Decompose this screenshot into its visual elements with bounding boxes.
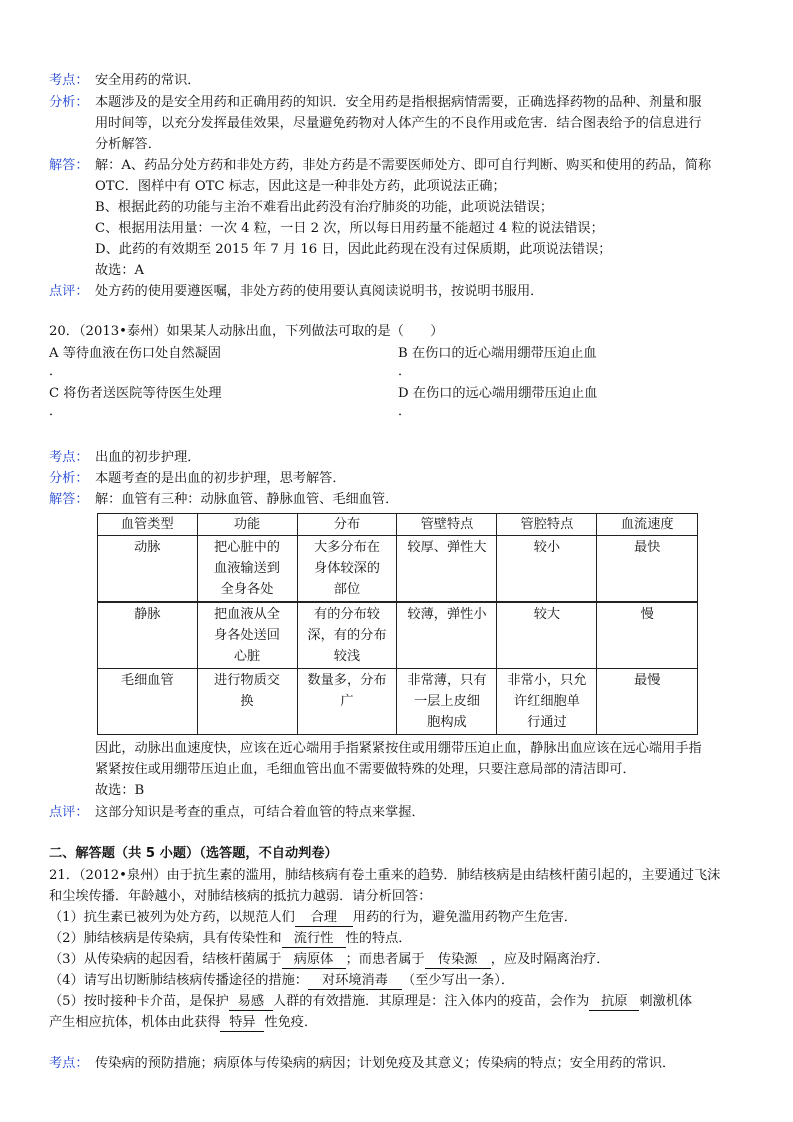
table-header-row — [98, 514, 698, 536]
table-cell: 最慢 — [597, 669, 698, 735]
q21-sub3: （3）从传染病的起因看，结核杆菌属于 病原体 ；而患者属于 传染源 ，应及时隔离治疗． — [49, 952, 610, 967]
answer-blank[interactable]: 病原体 — [282, 951, 346, 969]
q19-kaodian — [49, 70, 753, 91]
table-cell: 有的分布较 深，有的分布 较浅 — [297, 602, 397, 669]
jieda-line: 解：A、药品分处方药和非处方药，非处方药是不需要医师处方、即可自行判断、购买和使用的药品，简称 — [95, 158, 712, 173]
table-cell: 较大 — [497, 602, 597, 669]
option-dot: ． — [49, 404, 63, 419]
table-cell: 非常薄，只有 一层上皮细 胞构成 — [397, 669, 497, 735]
table-header: 功能 — [197, 514, 297, 536]
q21-stem — [49, 865, 720, 907]
table-cell: 静脉 — [98, 602, 198, 669]
jieda-label: 解答： — [49, 492, 89, 507]
kaodian-text: 安全用药的常识． — [95, 73, 201, 88]
q19-dianping — [49, 281, 753, 302]
dianping-label: 点评： — [49, 284, 89, 299]
q21-stem-line: 21．（2012•泉州）由于抗生素的滥用，肺结核病有卷土重来的趋势．肺结核病是由结核杆菌引起的，主要通过飞沫 — [49, 868, 721, 883]
q20-option-b[interactable]: B 在伤口的近心端用绷带压迫止血 — [398, 346, 597, 361]
table-cell: 动脉 — [98, 536, 198, 603]
q21-sub1: （1）抗生素已被列为处方药，以规范人们 合理 用药的行为，避免滥用药物产生危害． — [49, 910, 577, 925]
answer-blank[interactable]: 流行性 — [282, 930, 346, 948]
q20-jieda — [49, 489, 753, 510]
table-cell: 进行物质交 换 — [197, 669, 297, 735]
jieda-line: OTC．图样中有 OTC 标志，因此这是一种非处方药，此项说法正确； — [95, 179, 506, 194]
table-header: 血管类型 — [98, 514, 198, 536]
conclusion-line: 故选：B — [95, 783, 145, 798]
table-header: 血流速度 — [597, 514, 698, 536]
jieda-label: 解答： — [49, 158, 89, 173]
fenxi-label: 分析： — [49, 95, 89, 110]
q21-sub5: （5）按时接种卡介苗，是保护 易感 人群的有效措施．其原理是：注入体内的疫苗，会作为 抗原 刺激机体 — [49, 994, 693, 1009]
dianping-text: 处方药的使用要遵医嘱，非处方药的使用要认真阅读说明书，按说明书服用． — [95, 284, 544, 299]
q20-dianping — [49, 802, 753, 823]
q20-conclusion — [95, 738, 702, 801]
jieda-line: 故选：A — [95, 263, 145, 278]
answer-blank[interactable]: 对环境消毒 — [308, 972, 402, 990]
table-cell: 把心脏中的 血液输送到 全身各处 — [197, 536, 297, 603]
answer-blank[interactable]: 特异 — [220, 1014, 264, 1032]
option-dot: ． — [398, 364, 412, 379]
q21-sub2: （2）肺结核病是传染病，具有传染性和 流行性 性的特点． — [49, 931, 412, 946]
q21-stem-line: 和尘埃传播．年龄越小，对肺结核病的抵抗力越弱．请分析回答： — [49, 889, 432, 904]
table-cell: 毛细血管 — [98, 669, 198, 735]
q20-option-d[interactable]: D 在伤口的远心端用绷带压迫止血 — [398, 386, 598, 401]
table-header: 分布 — [297, 514, 397, 536]
table-cell: 大多分布在 身体较深的 部位 — [297, 536, 397, 603]
q20-fenxi — [49, 468, 753, 489]
table-cell: 较小 — [497, 536, 597, 603]
conclusion-line: 紧紧按住或用绷带压迫止血，毛细血管出血不需要做特殊的处理，只要注意局部的清洁即可． — [95, 762, 636, 777]
table-header: 管腔特点 — [497, 514, 597, 536]
jieda-line: B、根据此药的功能与主治不难看出此药没有治疗肺炎的功能，此项说法错误； — [95, 200, 554, 215]
jieda-line: C、根据用法用量：一次 4 粒，一日 2 次，所以每日用药量不能超过 4 粒的说法错误； — [95, 221, 604, 236]
q20-option-a[interactable]: A 等待血液在伤口处自然凝固 — [49, 346, 221, 361]
q21-sub4: （4）请写出切断肺结核病传播途径的措施： 对环境消毒 （至少写出一条）． — [49, 973, 515, 988]
table-cell: 把血液从全 身各处送回 心脏 — [197, 602, 297, 669]
dianping-text: 这部分知识是考查的重点，可结合着血管的特点来掌握． — [95, 805, 425, 820]
q20-option-c[interactable]: C 将伤者送医院等待医生处理 — [49, 386, 222, 401]
table-cell: 较厚、弹性大 — [397, 536, 497, 603]
table-cell: 非常小，只允 许红细胞单 行通过 — [497, 669, 597, 735]
kaodian-text: 出血的初步护理． — [95, 450, 201, 465]
jieda-intro: 解：血管有三种：动脉血管、静脉血管、毛细血管． — [95, 492, 399, 507]
table-row — [98, 536, 698, 603]
kaodian-label: 考点： — [49, 450, 89, 465]
table-cell: 最快 — [597, 536, 698, 603]
fenxi-line: 分析解答． — [95, 137, 161, 152]
answer-blank[interactable]: 抗原 — [589, 993, 639, 1011]
table-row — [98, 669, 698, 735]
section-title: 二、解答题（共 5 小题）（选答题，不自动判卷） — [49, 846, 338, 861]
kaodian-label: 考点： — [49, 73, 89, 88]
q19-fenxi — [49, 92, 753, 155]
answer-blank[interactable]: 合理 — [295, 909, 353, 927]
q20-kaodian — [49, 447, 753, 468]
q20-stem: 20．（2013•泰州）如果某人动脉出血，下列做法可取的是（ ） — [49, 324, 444, 339]
kaodian-text: 传染病的预防措施；病原体与传染病的病因；计划免疫及其意义；传染病的特点；安全用药的常识． — [95, 1056, 676, 1071]
jieda-line: D、此药的有效期至 2015 年 7 月 16 日，因此此药现在没有过保质期，此项说法错误； — [95, 242, 612, 257]
table-row — [98, 602, 698, 669]
fenxi-line: 用时间等，以充分发挥最佳效果，尽量避免药物对人体产生的不良作用或危害．结合图表给予的信息进行 — [95, 116, 702, 131]
fenxi-label: 分析： — [49, 471, 89, 486]
fenxi-line: 本题涉及的是安全用药和正确用药的知识．安全用药是指根据病情需要，正确选择药物的品种、剂量和服 — [95, 95, 702, 110]
table-header: 管壁特点 — [397, 514, 497, 536]
answer-blank[interactable]: 易感 — [229, 993, 273, 1011]
table-cell: 较薄，弹性小 — [397, 602, 497, 669]
dianping-label: 点评： — [49, 805, 89, 820]
option-dot: ． — [398, 404, 412, 419]
fenxi-text: 本题考查的是出血的初步护理，思考解答． — [95, 471, 346, 486]
table-cell: 慢 — [597, 602, 698, 669]
option-dot: ． — [49, 364, 63, 379]
q21-sub5-line2: 产生相应抗体，机体由此获得 特异 性免疫． — [49, 1015, 318, 1030]
answer-blank[interactable]: 传染源 — [425, 951, 491, 969]
conclusion-line: 因此，动脉出血速度快，应该在近心端用手指紧紧按住或用绷带压迫止血，静脉出血应该在远心端用手指 — [95, 741, 702, 756]
table-cell: 数量多，分布 广 — [297, 669, 397, 735]
q21-kaodian — [49, 1053, 753, 1074]
q19-jieda — [49, 155, 753, 281]
vessel-table — [97, 513, 698, 735]
kaodian-label: 考点： — [49, 1056, 89, 1071]
